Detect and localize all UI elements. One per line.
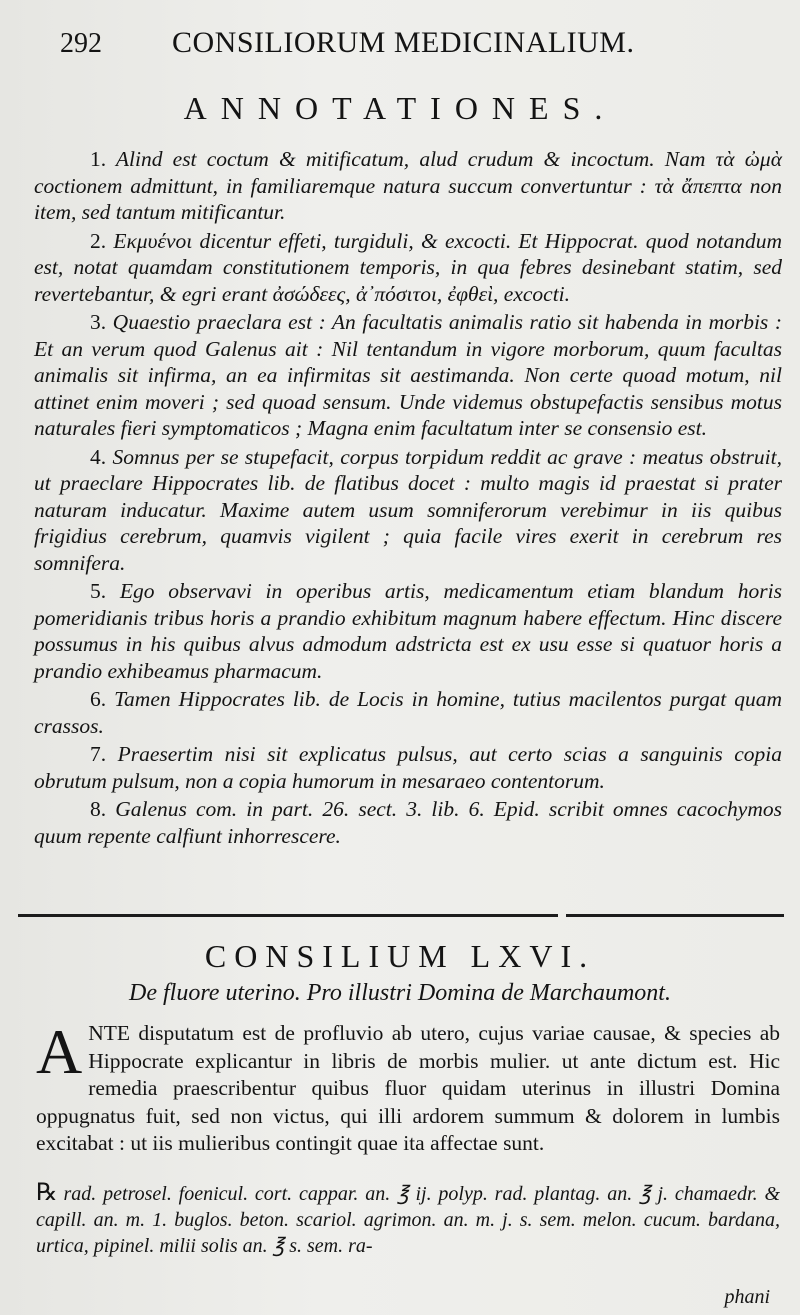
page-number: 292	[60, 28, 102, 59]
annotation-number: 7.	[90, 742, 107, 766]
annotation-text: Praesertim nisi sit explicatus pulsus, aut certo scias a sanguinis copia obrutum pulsum, non a copia humorum in mesaraeo contentorum.	[34, 742, 783, 793]
annotation-text: Alind est coctum & mitificatum, alud crudum & incoctum. Nam τὰ ὠμὰ coctionem admittunt, in familiaremque natura succum convertuntur : τὰ ἄπεπτα non item, sed tantum mitificantur.	[34, 147, 782, 224]
annotation-number: 4.	[90, 444, 107, 469]
drop-cap: A	[36, 1016, 83, 1087]
annotation-number: 5.	[90, 579, 107, 603]
section-title: ANNOTATIONES.	[183, 90, 617, 126]
annotation-item	[34, 796, 782, 849]
annotation-item	[34, 228, 782, 308]
annotation-text: Tamen Hippocrates lib. de Locis in homine, tutius macilentos purgat quam crassos.	[34, 687, 782, 738]
recipe-icon: ℞	[36, 1180, 58, 1206]
annotation-item	[34, 741, 782, 794]
annotation-item	[34, 146, 782, 226]
consilium-subtitle: De fluore uterino. Pro illustri Domina de Marchaumont.	[129, 980, 671, 1006]
annotation-item	[34, 578, 782, 684]
annotation-text: Εκμυένοι dicentur effeti, turgiduli, & excocti. Et Hippocrat. quod notandum est, notat quamdam constitutionem temporis, in qua febres desinebant statim, sed revertebantur, & egri erant ἀσώδεες, ἀ᾿πόσιτοι, ἐφθεὶ, excocti.	[34, 228, 782, 306]
recipe-text: rad. petrosel. foenicul. cort. cappar. an. ℥ ij. polyp. rad. plantag. an. ℥ j. chamaedr. & capill. an. m. 1. buglos. beton. scariol. agrimon. an. m. j. s. sem. melon. cucum. bardana, urtica, pipinel. milii solis an. ℥ s. sem. ra-	[36, 1183, 780, 1257]
recipe-paragraph	[36, 1180, 780, 1259]
annotation-text: Quaestio praeclara est : An facultatis animalis ratio sit habenda in morbis : Et an verum quod Galenus ait : Nil tentandum in vigore morborum, quum facultas animalis sit infirma, an ea infirmitas sit aestimanda. Non certe quoad motum, nil attinet enim moveri ; sed quoad sensum. Unde videmus obstupefactis sensibus motus naturales fieri symptomaticos ; Magna enim facultatum inter se consensio est.	[34, 310, 783, 440]
annotation-text: Ego observavi in operibus artis, medicamentum etiam blandum horis pomeridianis tribus horis a prandio exhibitum magnum habere effectum. Hinc discere possumus in his quibus alvus admodum adstricta est ex usu esse si quatuor horis a prandio exhibeamus pharmacum.	[34, 579, 782, 683]
annotation-number: 1.	[90, 147, 107, 171]
section-divider-right	[566, 914, 784, 917]
section-divider-left	[18, 914, 558, 917]
annotation-number: 6.	[90, 687, 107, 711]
annotation-text: Somnus per se stupefacit, corpus torpidum reddit ac grave : meatus obstruit, ut praeclare Hippocrates lib. de flatibus docet : multo magis id praestat si prater naturam inducatur. Maxime autem usum somniferorum verebimur in iis quibus frigidius cerebrum, quamvis vigilent ; quia facile vires exerit in cerebrum res somnifera.	[34, 444, 783, 575]
annotation-item	[34, 686, 782, 739]
consilium-body-text: NTE disputatum est de profluvio ab utero, cujus variae causae, & species ab Hippocrate explicantur in libris de morbis mulier. ut ante dictum est. Hic remedia praescribentur quibus fluor quidam uterinus in illustri Domina oppugnatus fuit, sed non victus, qui illi ardorem summum & dolorem in lumbis excitabat : ut iis mulieribus contingit quae ita affectae sunt.	[36, 1021, 780, 1155]
annotation-text: Galenus com. in part. 26. sect. 3. lib. 6. Epid. scribit omnes cacochymos quum repente calfiunt inhorrescere.	[34, 797, 782, 848]
running-title: CONSILIORUM MEDICINALIUM.	[172, 26, 635, 59]
annotation-item	[34, 309, 782, 442]
annotation-number: 2.	[90, 228, 107, 253]
page-header	[60, 22, 782, 62]
consilium-title: CONSILIUM LXVI.	[204, 938, 596, 974]
consilium-body	[36, 1016, 780, 1158]
annotations-list	[34, 146, 782, 851]
annotation-number: 3.	[90, 310, 107, 334]
annotation-number: 8.	[90, 797, 107, 821]
annotation-item	[34, 444, 782, 577]
catchword: phani	[724, 1286, 770, 1308]
